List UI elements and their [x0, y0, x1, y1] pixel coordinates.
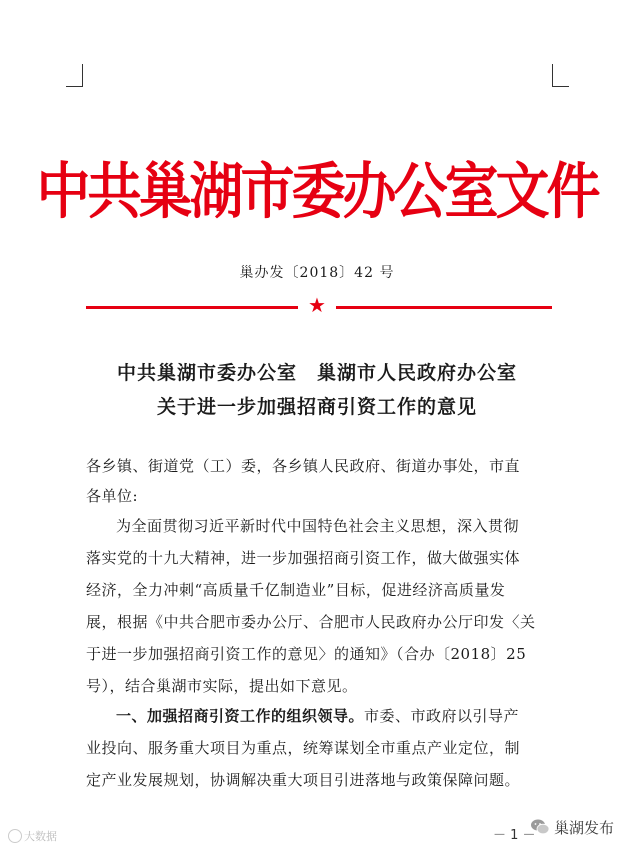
- red-star-icon: ★: [308, 293, 326, 317]
- section-heading: 一、加强招商引资工作的组织领导。: [116, 707, 365, 725]
- paragraph-line: 业投向、服务重大项目为重点，统筹谋划全市重点产业定位，制: [86, 739, 521, 757]
- crop-mark-top-right: [552, 64, 569, 87]
- red-rule-left: [86, 306, 298, 309]
- red-rule-right: [336, 306, 552, 309]
- footer-logo: [530, 816, 614, 838]
- watermark-text: 大数据: [24, 830, 57, 843]
- document-heading-line2: 关于进一步加强招商引资工作的意见: [156, 396, 477, 418]
- paragraph-line: 为全面贯彻习近平新时代中国特色社会主义思想，深入贯彻: [116, 517, 520, 535]
- paragraph-line: [116, 706, 519, 726]
- addressee-line: 各乡镇、街道党（工）委，各乡镇人民政府、街道办事处，市直: [86, 457, 521, 475]
- addressee-line: 各单位:: [86, 487, 139, 505]
- section-text: 市委、市政府以引导产: [364, 707, 520, 725]
- paragraph-line: 落实党的十九大精神，进一步加强招商引资工作，做大做强实体: [86, 549, 521, 567]
- paragraph-line: 经济，全力冲刺“高质量千亿制造业”目标，促进经济高质量发: [86, 581, 506, 599]
- red-header-title: 中共巢湖市委办公室文件: [36, 156, 598, 227]
- watermark-icon: [8, 829, 22, 843]
- wechat-icon: [530, 818, 550, 836]
- document-heading-line1: 中共巢湖市委办公室 巢湖市人民政府办公室: [116, 362, 517, 384]
- paragraph-line: 定产业发展规划，协调解决重大项目引进落地与政策保障问题。: [86, 771, 521, 789]
- watermark: [8, 828, 57, 844]
- paragraph-line: 于进一步加强招商引资工作的意见〉的通知》（合办〔2018〕25: [86, 645, 527, 663]
- paragraph-line: 展，根据《中共合肥市委办公厅、合肥市人民政府办公厅印发〈关: [86, 613, 536, 631]
- footer-logo-text: 巢湖发布: [554, 818, 615, 837]
- document-number: 巢办发〔2018〕42 号: [239, 265, 395, 281]
- paragraph-line: 号），结合巢湖市实际，提出如下意见。: [86, 677, 358, 695]
- page-number: － 1 －: [493, 828, 536, 843]
- crop-mark-top-left: [66, 64, 83, 87]
